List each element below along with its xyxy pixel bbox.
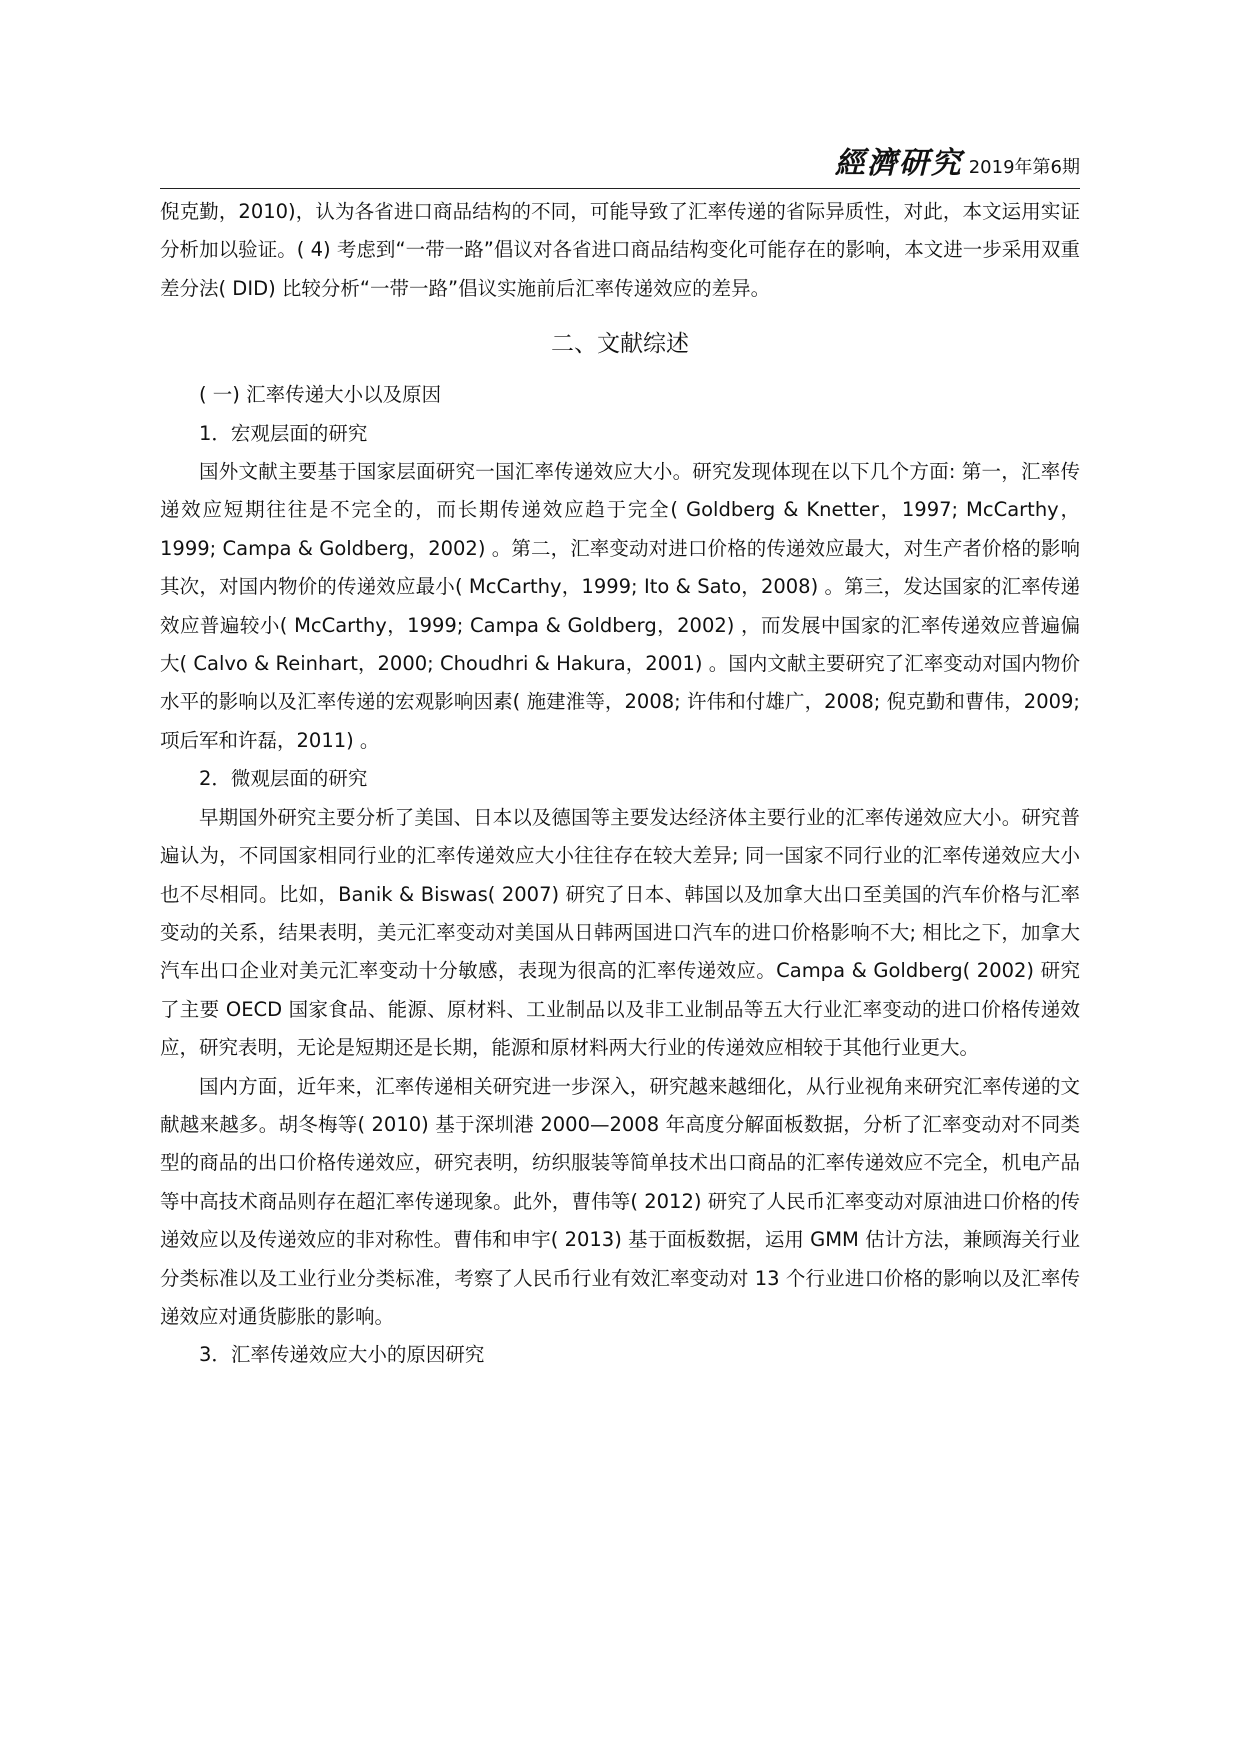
paragraph-intro-continued: 倪克勤，2010)，认为各省进口商品结构的不同，可能导致了汇率传递的省际异质性，对此，本文运用实证分析加以验证。( 4) 考虑到“一带一路”倡议对各省进口商品结构变化可能存在的影响，本文进一步采用双重差分法( DID) 比较分析“一带一路”倡议实施前后汇率传递效应的差异。: [160, 200, 1080, 300]
paragraph-micro-research-foreign: 早期国外研究主要分析了美国、日本以及德国等主要发达经济体主要行业的汇率传递效应大小。研究普遍认为，不同国家相同行业的汇率传递效应大小往往存在较大差异; 同一国家不同行业的汇率传递效应大小也不尽相同。比如，Banik & Biswas( 2007) 研究了日本、韩国以及加拿大出口至美国的汽车价格与汇率变动的关系，结果表明，美元汇率变动对美国从日韩两国进口汽车的进口价格影响不大; 相比之下，加拿大汽车出口企业对美元汇率变动十分敏感，表现为很高的汇率传递效应。Campa & Goldberg( 2002) 研究了主要 OECD 国家食品、能源、原材料、工业制品以及非工业制品等五大行业汇率变动的进口价格传递效应，研究表明，无论是短期还是长期，能源和原材料两大行业的传递效应相较于其他行业更大。: [160, 805, 1081, 1060]
article-body: [160, 193, 1080, 1375]
subsubsection-heading-micro: 2．微观层面的研究: [199, 767, 368, 791]
subsubsection-heading-macro: 1．宏观层面的研究: [199, 421, 368, 445]
paragraph-macro-research: 国外文献主要基于国家层面研究一国汇率传递效应大小。研究发现体现在以下几个方面: 第一，汇率传递效应短期往往是不完全的，而长期传递效应趋于完全( Goldberg & Knetter，1997; McCarthy，1999; Campa & Goldberg，2002) 。第二，汇率变动对进口价格的传递效应最大，对生产者价格的影响其次，对国内物价的传递效应最小( McCarthy，1999; Ito & Sato，2008) 。第三，发达国家的汇率传递效应普遍较小( McCarthy，1999; Campa & Goldberg，2002) ，而发展中国家的汇率传递效应普遍偏大( Calvo & Reinhart，2000; Choudhri & Hakura，2001) 。国内文献主要研究了汇率变动对国内物价水平的影响以及汇率传递的宏观影响因素( 施建淮等，2008; 许伟和付雄广，2008; 倪克勤和曹伟，2009; 项后军和许磊，2011) 。: [160, 460, 1080, 752]
page-header: [160, 146, 1080, 189]
subsubsection-heading-causes: 3．汇率传递效应大小的原因研究: [199, 1343, 485, 1367]
paragraph-micro-research-domestic: 国内方面，近年来，汇率传递相关研究进一步深入，研究越来越细化，从行业视角来研究汇率传递的文献越来越多。胡冬梅等( 2010) 基于深圳港 2000—2008 年高度分解面板数据，分析了汇率变动对不同类型的商品的出口价格传递效应，研究表明，纺织服装等简单技术出口商品的汇率传递效应不完全，机电产品等中高技术商品则存在超汇率传递现象。此外，曹伟等( 2012) 研究了人民币汇率变动对原油进口价格的传递效应以及传递效应的非对称性。曹伟和申宇( 2013) 基于面板数据，运用 GMM 估计方法，兼顾海关行业分类标准以及工业行业分类标准，考察了人民币行业有效汇率变动对 13 个行业进口价格的影响以及汇率传递效应对通货膨胀的影响。: [160, 1074, 1080, 1328]
journal-issue: 2019年第6期: [968, 157, 1080, 178]
journal-masthead: [835, 138, 1080, 182]
subsection-heading-1: ( 一) 汇率传递大小以及原因: [199, 383, 442, 407]
section-title: 二、文献综述: [551, 331, 689, 358]
journal-logo: 經濟研究: [834, 146, 963, 181]
